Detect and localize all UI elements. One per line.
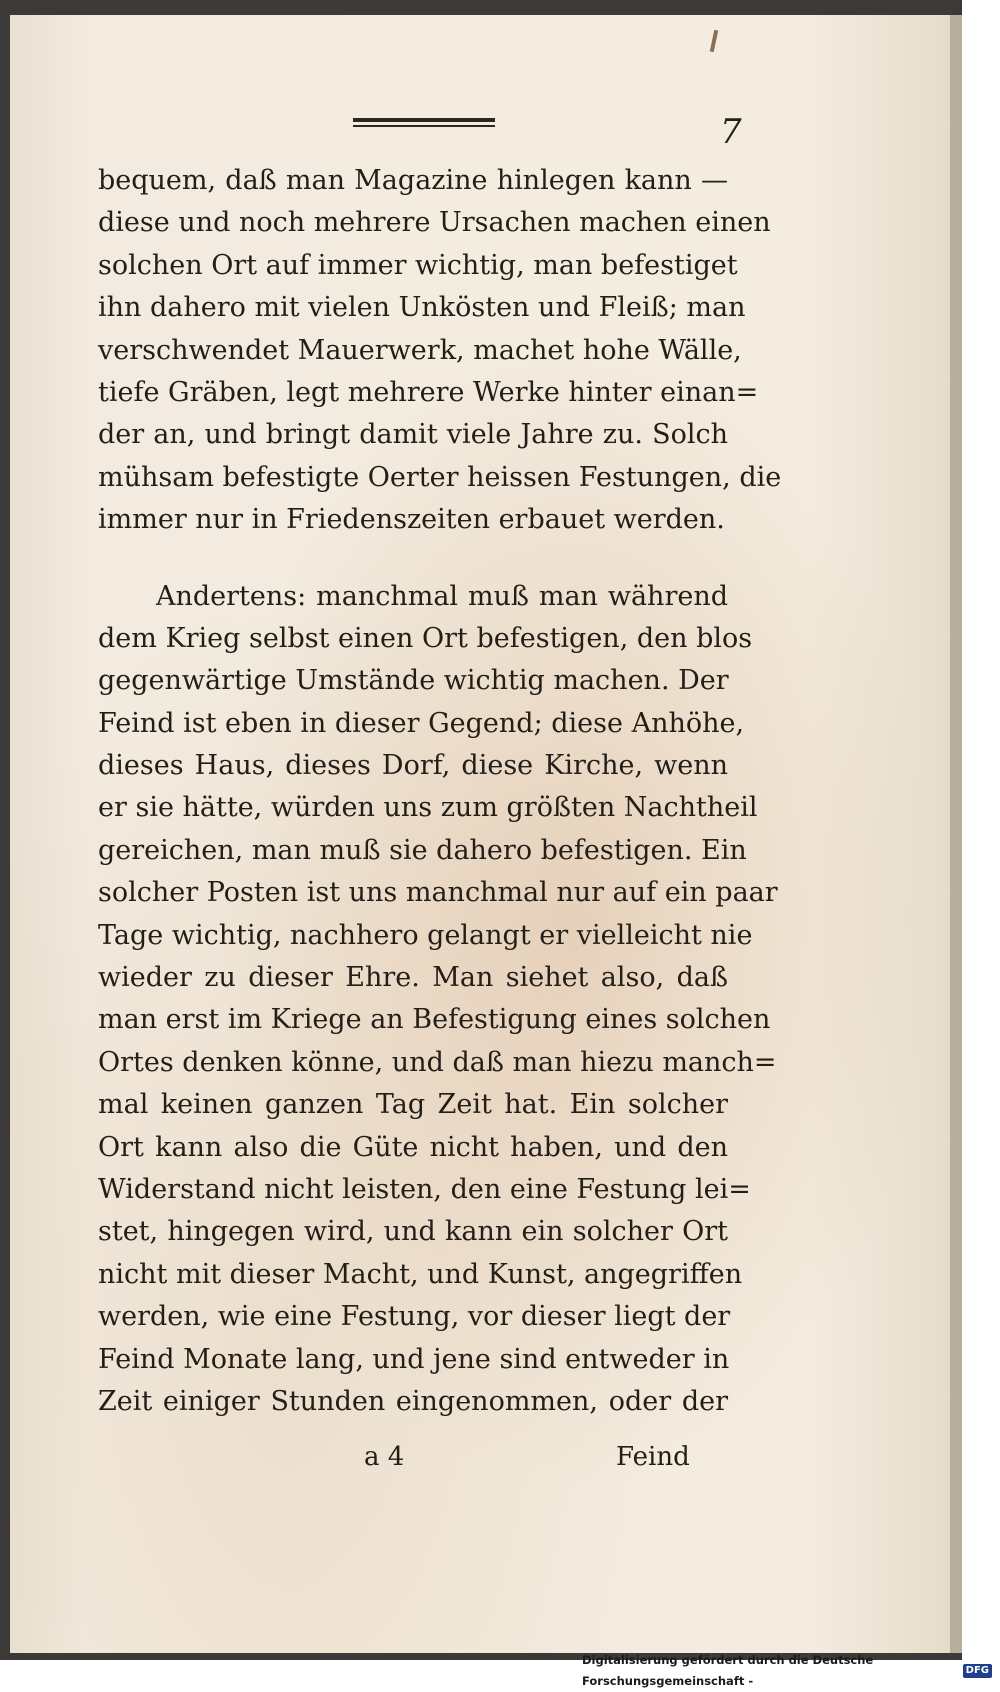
page-edge <box>950 15 962 1653</box>
text-line: Ort kann also die Güte nicht haben, und den <box>98 1131 728 1163</box>
catchword: Feind <box>616 1442 690 1472</box>
text-line: wieder zu dieser Ehre. Man siehet also, daß <box>98 962 728 994</box>
text-line: Tage wichtig, nachhero gelangt er vielleicht nie <box>98 919 753 951</box>
text-line: Zeit einiger Stunden eingenommen, oder der <box>98 1385 728 1417</box>
signature-mark: a 4 <box>364 1442 405 1472</box>
text-line: diese und noch mehrere Ursachen machen einen <box>98 207 771 239</box>
text-line: man erst im Kriege an Befestigung eines solchen <box>98 1004 771 1036</box>
text-line: werden, wie eine Festung, vor dieser liegt der <box>98 1301 731 1333</box>
text-line: Ortes denken könne, und daß man hiezu manch= <box>98 1046 777 1078</box>
text-line: solcher Posten ist uns manchmal nur auf ein paar <box>98 877 778 909</box>
body-text <box>98 160 782 1423</box>
text-line: gereichen, man muß sie dahero befestigen. Ein <box>98 834 747 866</box>
text-line: dieses Haus, dieses Dorf, diese Kirche, wenn <box>98 750 728 782</box>
text-line: Feind ist eben in dieser Gegend; diese Anhöhe, <box>98 707 745 739</box>
text-line: bequem, daß man Magazine hinlegen kann — <box>98 165 728 196</box>
text-line: ihn dahero mit vielen Unkösten und Fleiß; man <box>98 292 746 324</box>
text-line: mal keinen ganzen Tag Zeit hat. Ein solcher <box>98 1089 728 1121</box>
text-line: immer nur in Friedenszeiten erbauet werden. <box>98 504 725 536</box>
text-line: er sie hätte, würden uns zum größten Nachtheil <box>98 792 758 824</box>
text-line: verschwendet Mauerwerk, machet hohe Wälle, <box>98 334 742 366</box>
text-line: stet, hingegen wird, und kann ein solcher Ort <box>98 1216 728 1248</box>
page-number: 7 <box>720 112 742 152</box>
text-line: der an, und bringt damit viele Jahre zu. Solch <box>98 419 728 451</box>
text-line: Widerstand nicht leisten, den eine Festung lei= <box>98 1173 751 1205</box>
text-line: gegenwärtige Umstände wichtig machen. Der <box>98 665 729 697</box>
text-line: tiefe Gräben, legt mehrere Werke hinter einan= <box>98 376 759 408</box>
text-line: mühsam befestigte Oerter heissen Festungen, die <box>98 461 782 493</box>
text-line: dem Krieg selbst einen Ort befestigen, den blos <box>98 622 753 654</box>
text-line: solchen Ort auf immer wichtig, man befestiget <box>98 249 738 281</box>
text-line: Andertens: manchmal muß man während <box>156 580 728 612</box>
dfg-logo: DFG <box>963 1664 992 1678</box>
credit-text: Digitalisierung gefördert durch die Deutsche Forschungsgemeinschaft - <box>582 1652 874 1688</box>
paragraph-gap <box>98 542 728 576</box>
text-line: nicht mit dieser Macht, und Kunst, angegriffen <box>98 1258 743 1290</box>
text-line: Feind Monate lang, und jene sind entweder in <box>98 1343 730 1375</box>
header-rule <box>353 118 495 128</box>
digitization-credit <box>582 1652 992 1688</box>
